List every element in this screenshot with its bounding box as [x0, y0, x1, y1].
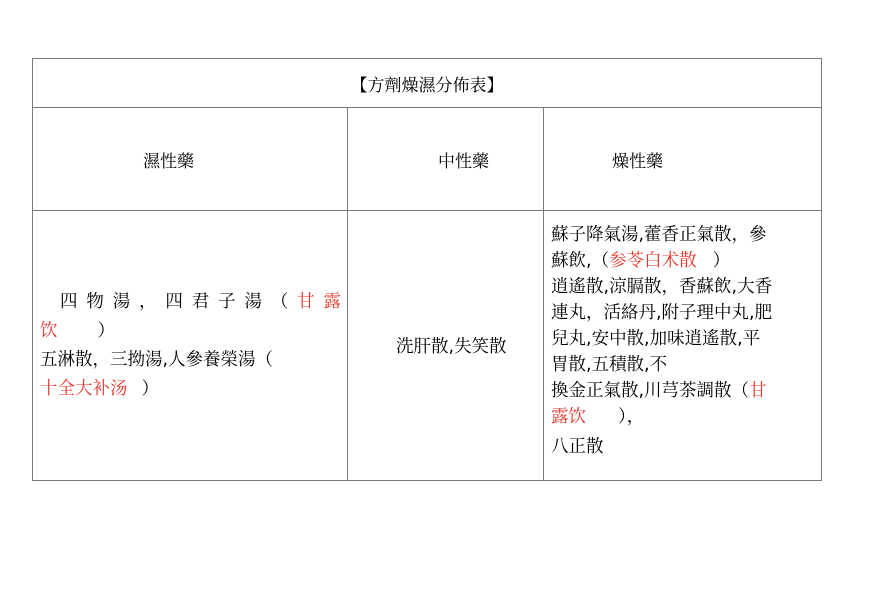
- header-neutral: 中性藥: [438, 151, 489, 172]
- moist-line-2-text: ）: [97, 320, 115, 341]
- header-moist: 濕性藥: [143, 151, 194, 172]
- dry-line-7: [551, 378, 815, 404]
- header-dry-cell: [544, 108, 822, 211]
- moist-line-4-text: ）: [141, 378, 159, 399]
- moist-line-1-text: 四物湯，四君子湯（: [60, 291, 298, 312]
- moist-line-4-red: 十全大补汤: [40, 378, 128, 399]
- table-title: 【方劑燥濕分佈表】: [350, 75, 504, 96]
- dry-line-6: 胃散,五積散,不: [551, 355, 668, 375]
- dry-line-3: 逍遙散,涼膈散，香蘇飲,大香: [551, 277, 773, 297]
- neutral-formulas-text: 洗肝散,失笑散: [396, 337, 507, 357]
- moist-line-1: [40, 288, 341, 317]
- dry-line-7-red: 甘: [749, 381, 767, 401]
- header-dry: 燥性藥: [612, 151, 663, 172]
- dry-line-8-text: ），: [618, 407, 645, 427]
- dry-line-8: [551, 404, 815, 430]
- moist-formulas-cell: [33, 211, 348, 481]
- dry-line-5: 兒丸,安中散,加味逍遙散,平: [551, 329, 761, 349]
- dry-line-7-text: 換金正氣散,川芎茶調散（: [551, 381, 750, 401]
- dry-line-2-text: 蘇飲,（: [551, 251, 610, 271]
- dry-formulas-cell: [544, 211, 822, 481]
- moist-line-2-red: 饮: [40, 320, 58, 341]
- header-moist-cell: [33, 108, 348, 211]
- moist-line-4: [40, 375, 341, 404]
- dry-line-8-red: 露饮: [551, 407, 586, 427]
- dry-line-2-close: ）: [712, 251, 731, 271]
- dry-line-1: 蘇子降氣湯,藿香正氣散，參: [551, 225, 767, 245]
- dry-line-2-red: 参苓白术散: [609, 251, 697, 271]
- moist-line-2: [40, 317, 341, 346]
- dry-line-2: [551, 248, 815, 274]
- dry-line-4: 連丸，活絡丹,附子理中丸,肥: [551, 303, 773, 323]
- neutral-formulas-cell: [348, 211, 544, 481]
- table-title-cell: [33, 59, 822, 108]
- moist-line-1-red: 甘露: [297, 291, 342, 312]
- formula-dry-moist-table: [32, 58, 822, 481]
- dry-line-9: 八正散: [551, 437, 604, 457]
- header-neutral-cell: [348, 108, 544, 211]
- moist-line-3-text: 五淋散，三拗湯,人參養榮湯（: [40, 349, 274, 370]
- moist-line-3: [40, 346, 341, 375]
